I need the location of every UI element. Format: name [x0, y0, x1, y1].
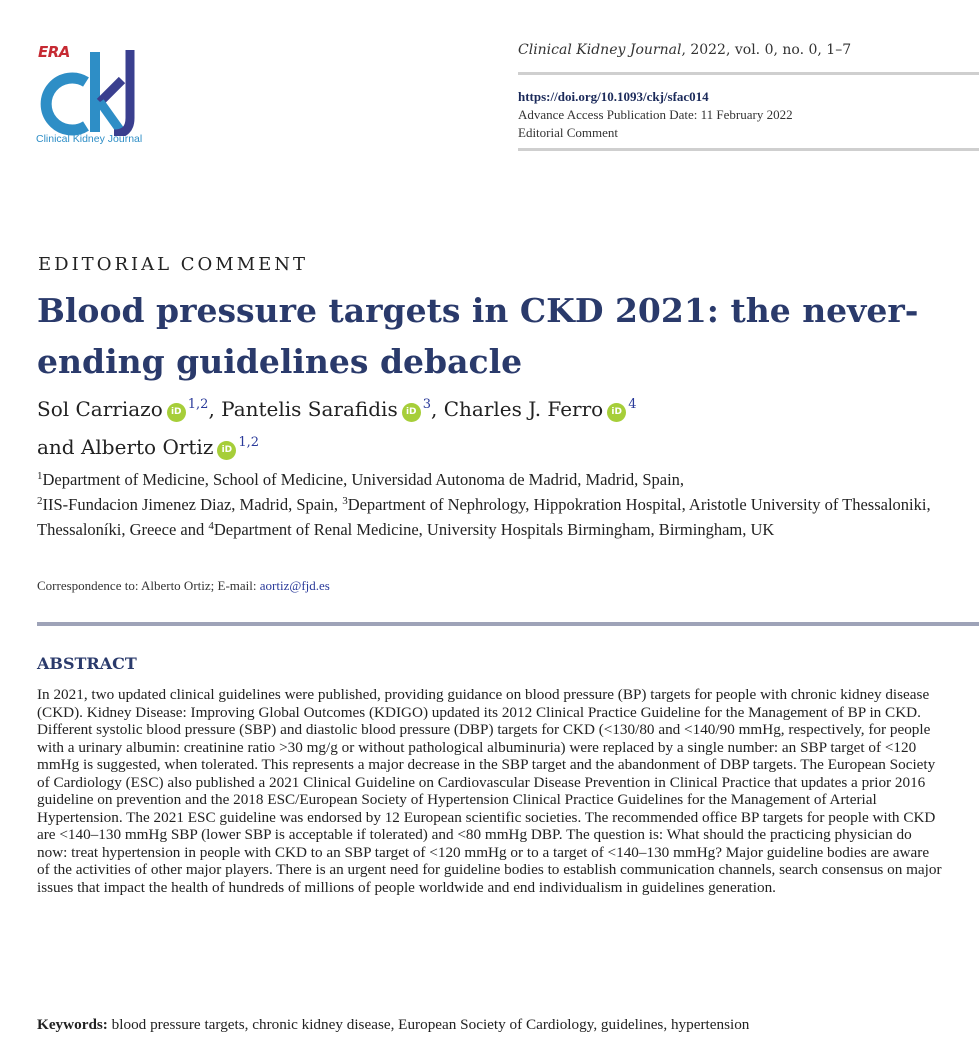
- journal-logo: [34, 40, 154, 152]
- author-name[interactable]: and Alberto Ortiz: [37, 435, 214, 459]
- affiliations: [37, 467, 967, 542]
- affiliation-number: 4: [208, 520, 214, 532]
- affiliation-number: 1: [37, 470, 43, 482]
- affiliation-marker: 4: [628, 397, 637, 412]
- author-separator: ,: [208, 397, 222, 421]
- affiliation-marker: 1,2: [187, 397, 209, 412]
- author-line-1: [37, 388, 967, 426]
- logo-caption: Clinical Kidney Journal: [36, 133, 143, 145]
- affiliation-number: 2: [37, 495, 43, 507]
- keywords: [37, 1016, 942, 1034]
- journal-volume: , 2022, vol. 0, no. 0, 1–7: [681, 42, 852, 58]
- affiliation-marker: 3: [422, 397, 431, 412]
- correspondence-email-link[interactable]: aortiz@fjd.es: [259, 578, 330, 593]
- journal-citation: [518, 42, 979, 58]
- author-separator: ,: [431, 397, 444, 421]
- abstract-heading: ABSTRACT: [37, 654, 137, 673]
- era-logo-text: ERA: [38, 43, 70, 61]
- orcid-icon[interactable]: iD: [607, 403, 626, 422]
- author-name[interactable]: Charles J. Ferro: [443, 397, 604, 421]
- orcid-icon[interactable]: iD: [402, 403, 421, 422]
- correspondence-label: Correspondence to: Alberto Ortiz; E-mail:: [37, 578, 260, 593]
- journal-name: Clinical Kidney Journal: [518, 42, 682, 58]
- author-name[interactable]: Pantelis Sarafidis: [221, 397, 398, 421]
- article-title: Blood pressure targets in CKD 2021: the never-ending guidelines debacle: [37, 291, 919, 381]
- article-meta: [518, 88, 793, 142]
- doi-link[interactable]: https://doi.org/10.1093/ckj/sfac014: [518, 89, 709, 104]
- abstract-text: In 2021, two updated clinical guidelines were published, providing guidance on blood pressure (BP) targets for people with chronic kidney disease (CKD). Kidney Disease: Improving Global Outcomes (KDIGO) updated its 2012 Clinical Practice Guideline for the Management of BP in CKD. Different systolic blood pressure (SBP) and diastolic blood pressure (DBP) targets for CKD (<130/80 and <140/90 mmHg, respectively, for people with a urinary albumin: creatinine ratio >30 mg/g or without pathological albuminuria) were replaced by a single number: an SBP target of <120 mmHg is suggested, when tolerated. This represents a major decrease in the SBP target and the abandonment of DBP targets. The European Society of Cardiology (ESC) also published a 2021 Clinical Guideline on Cardiovascular Disease Prevention in Clinical Practice that updates a prior 2016 guideline on prevention and the 2018 ESC/European Society of Hypertension Clinical Practice Guidelines for the Management of Arterial Hypertension. The 2021 ESC guideline was endorsed by 12 European scientific societies. The recommended office BP targets for people with CKD are <140–130 mmHg SBP (lower SBP is acceptable if tolerated) and <80 mmHg DBP. The question is: What should the practicing physician do now: treat hypertension in people with CKD to an SBP target of <120 mmHg or to a target of <140–130 mmHg? Major guideline bodies are aware of the activities of other major players. There is an urgent need for guideline bodies to establish communication channels, search consensus on major issues that impact the health of hundreds of millions of people worldwide and end individualism in guidelines generation.: [37, 686, 942, 896]
- author-list: [37, 388, 967, 464]
- orcid-icon[interactable]: iD: [167, 403, 186, 422]
- affiliation-marker: 1,2: [238, 435, 260, 450]
- section-divider: [37, 622, 979, 626]
- section-kicker: EDITORIAL COMMENT: [38, 254, 309, 275]
- affiliation-2: IIS-Fundacion Jimenez Diaz, Madrid, Spain,: [42, 495, 343, 514]
- orcid-icon[interactable]: iD: [217, 441, 236, 460]
- correspondence: [37, 578, 330, 594]
- author-name[interactable]: Sol Carriazo: [37, 397, 163, 421]
- affiliation-number: 3: [342, 495, 348, 507]
- keywords-label: Keywords:: [37, 1016, 108, 1033]
- affiliation-3: Department of Nephrology, Hippokration Hospital, Aristotle University of Thessaloniki, Thessaloníki, Greece and: [37, 495, 931, 539]
- affiliation-1: Department of Medicine, School of Medicine, Universidad Autonoma de Madrid, Madrid, Spain,: [42, 470, 685, 489]
- meta-divider: [518, 148, 979, 151]
- author-line-2: [37, 426, 967, 464]
- article-type: Editorial Comment: [518, 125, 619, 140]
- keywords-list: blood pressure targets, chronic kidney disease, European Society of Cardiology, guidelines, hypertension: [107, 1016, 750, 1033]
- header-divider: [518, 72, 979, 75]
- affiliation-4: Department of Renal Medicine, University Hospitals Birmingham, Birmingham, UK: [213, 520, 775, 539]
- publication-date: Advance Access Publication Date: 11 February 2022: [518, 107, 793, 122]
